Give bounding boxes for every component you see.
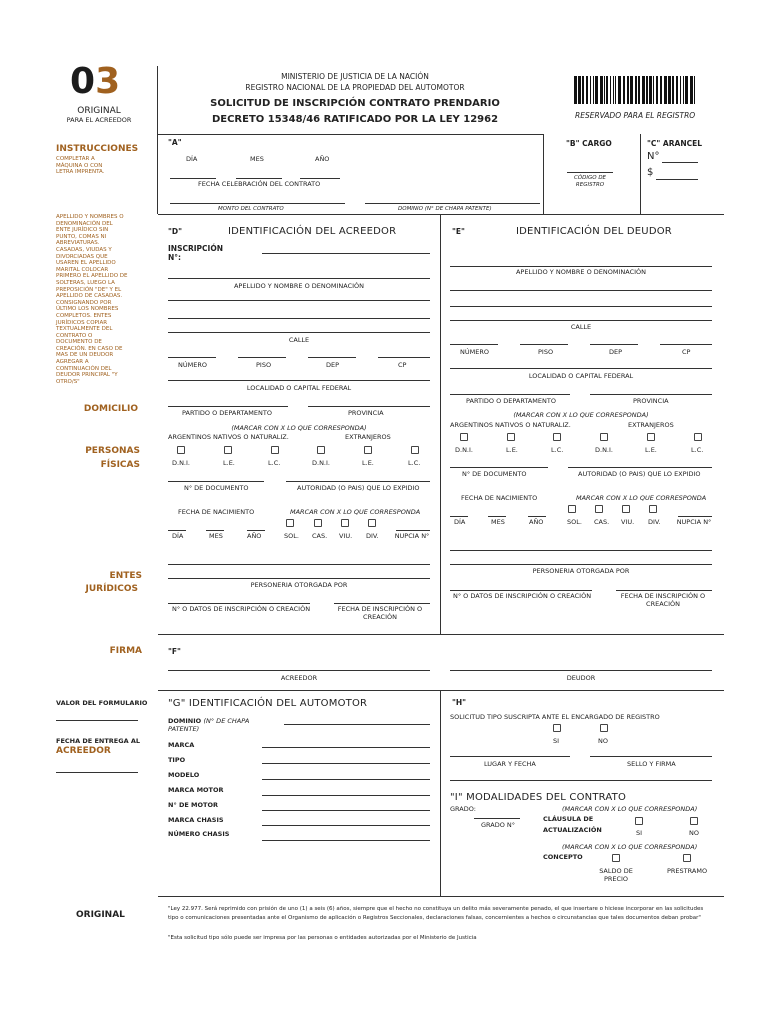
e-personeria-line2[interactable] xyxy=(450,564,712,565)
fecha-anio-label: AÑO xyxy=(315,155,330,163)
barcode-bar xyxy=(653,76,654,104)
e-estado-sol: SOL. xyxy=(567,518,582,526)
d-nac-anio-line[interactable] xyxy=(247,530,265,531)
original-label: ORIGINAL xyxy=(76,910,125,920)
d-fecha-nac-label: FECHA DE NACIMIENTO xyxy=(178,508,255,516)
barcode-bar xyxy=(642,76,645,104)
firma-deudor-label: DEUDOR xyxy=(566,674,596,682)
barcode-bar xyxy=(623,76,625,104)
codigo-registro-label: CÓDIGO DE REGISTRO xyxy=(573,175,607,188)
d-ndoc-line[interactable] xyxy=(168,481,264,482)
barcode-bar xyxy=(690,76,693,104)
e-doc-dni-ext: D.N.I. xyxy=(595,446,613,454)
barcode-bar xyxy=(627,76,629,104)
d-numero-label: NÚMERO xyxy=(178,361,207,369)
e-nac-mes-line[interactable] xyxy=(488,516,506,517)
d-estado-sol: SOL. xyxy=(284,532,299,540)
d-ndatos-label: N° O DATOS DE INSCRIPCIÓN O CREACIÓN xyxy=(172,605,311,613)
g-modelo-line[interactable] xyxy=(262,779,430,780)
section-f-label: "F" xyxy=(168,647,181,656)
form-number xyxy=(70,62,120,102)
d-argentinos-label: ARGENTINOS NATIVOS O NATURALIZ. xyxy=(168,433,289,441)
d-estado-viu: VIU. xyxy=(339,532,353,540)
g-marca-line[interactable] xyxy=(262,747,430,748)
section-i-title: "I" MODALIDADES DEL CONTRATO xyxy=(450,792,627,803)
e-localidad-label: LOCALIDAD O CAPITAL FEDERAL xyxy=(528,372,634,380)
e-dep-label: DEP xyxy=(609,348,623,356)
form-title-line2: DECRETO 15348/46 RATIFICADO POR LA LEY 12962 xyxy=(211,114,499,125)
e-apellido-label: APELLIDO Y NOMBRE O DENOMINACIÓN xyxy=(515,268,647,276)
i-clausula-label: CLÁUSULA DE ACTUALIZACIÓN xyxy=(543,815,602,834)
barcode-bar xyxy=(582,76,584,104)
e-doc-dni: D.N.I. xyxy=(455,446,473,454)
barcode-bar xyxy=(593,76,594,104)
barcode-bar xyxy=(694,76,695,104)
h-si-label: SI xyxy=(553,737,560,745)
g-field-numero-chasis: NÚMERO CHASIS xyxy=(168,830,230,838)
d-localidad-line[interactable] xyxy=(168,380,430,381)
e-doc-checkbox[interactable] xyxy=(647,433,655,441)
d-doc-le: L.E. xyxy=(223,459,235,467)
e-doc-le-ext: L.E. xyxy=(645,446,657,454)
fecha-anio-line[interactable] xyxy=(300,178,340,179)
e-apellido-line3[interactable] xyxy=(450,306,712,307)
d-personeria-line1[interactable] xyxy=(168,564,430,565)
i-clausula-si: SI xyxy=(636,829,643,837)
fecha-entrega-acreedor: ACREEDOR xyxy=(56,746,111,756)
inscripcion-label: INSCRIPCIÓN N°: xyxy=(168,244,223,262)
e-estado-checkbox[interactable] xyxy=(568,505,576,513)
barcode-bar xyxy=(590,76,591,104)
e-calle-line[interactable] xyxy=(450,320,712,321)
g-dominio-label xyxy=(168,717,258,733)
i-marcar2-label: (MARCAR CON X LO QUE CORRESPONDA) xyxy=(562,843,698,851)
arancel-n-label: N° xyxy=(647,151,660,162)
d-estado-checkbox[interactable] xyxy=(368,519,376,527)
barcode-bar xyxy=(683,76,684,104)
d-cp-label: CP xyxy=(398,361,407,369)
header-divider xyxy=(157,66,158,214)
g-dominio-note: (N° DE CHAPA PATENTE) xyxy=(168,717,250,733)
e-piso-label: PISO xyxy=(538,348,554,356)
barcode-bar xyxy=(574,76,577,104)
d-apellido-line3[interactable] xyxy=(168,318,430,319)
d-nac-mes: MES xyxy=(209,532,223,540)
section-g-title: "G" IDENTIFICACIÓN DEL AUTOMOTOR xyxy=(168,698,368,709)
arancel-peso-line[interactable] xyxy=(656,179,698,180)
section-e-label: "E" xyxy=(452,227,465,236)
e-doc-checkbox[interactable] xyxy=(553,433,561,441)
h-lugar-line[interactable] xyxy=(450,756,570,757)
e-nac-anio-line[interactable] xyxy=(528,516,546,517)
barcode-bar xyxy=(578,76,581,104)
section-d-title: IDENTIFICACIÓN DEL ACREEDOR xyxy=(228,226,397,237)
e-doc-checkbox[interactable] xyxy=(507,433,515,441)
g-n-motor-line[interactable] xyxy=(262,810,430,811)
section-e-title: IDENTIFICACIÓN DEL DEUDOR xyxy=(516,226,672,237)
copy-sub: PARA EL ACREEDOR xyxy=(66,116,132,124)
i-clausula-no-checkbox[interactable] xyxy=(690,817,698,825)
barcode-bar xyxy=(613,76,614,104)
valor-formulario-label: VALOR DEL FORMULARIO xyxy=(56,699,148,707)
d-apellido-line[interactable] xyxy=(168,278,430,279)
d-provincia-label: PROVINCIA xyxy=(348,409,384,417)
d-apellido-line2[interactable] xyxy=(168,300,430,301)
d-estado-checkbox[interactable] xyxy=(286,519,294,527)
e-estado-div: DIV. xyxy=(648,518,661,526)
i-marcar-label: (MARCAR CON X LO QUE CORRESPONDA) xyxy=(562,805,698,813)
d-dep-line[interactable] xyxy=(308,357,356,358)
e-apellido-line2[interactable] xyxy=(450,290,712,291)
arancel-n-line[interactable] xyxy=(662,162,698,163)
d-dep-label: DEP xyxy=(326,361,340,369)
names-note: APELLIDO Y NOMBRES O DENOMINACIÓN DEL ENTE JURÍDICO SIN PUNTO, COMAS NI ABREVIATURAS. CASADAS, VIUDAS Y DIVORCIADAS QUE USAREN EL APELLIDO MARITAL COLOCAR PRIMERO EL APELLIDO DE SOLTERAS, LUEGO LA PREPOSICIÓN "DE" Y EL APELLIDO DE CASADAS. CONSIGNANDO POR ÚLTIMO LOS NOMBRES COMPLETOS. ENTES JURÍDICOS COPIAR TEXTUALMENTE DEL CONTRATO O DOCUMENTO DE CREACIÓN. EN CASO DE MAS DE UN DEUDOR AGREGAR A CONTINUACIÓN DEL DEUDOR PRINCIPAL "Y OTRO/S" xyxy=(56,214,128,385)
barcode-bar xyxy=(672,76,674,104)
d-doc-lc: L.C. xyxy=(268,459,281,467)
d-extranjeros-label: EXTRANJEROS xyxy=(345,433,391,441)
d-autoridad-label: AUTORIDAD (O PAIS) QUE LO EXPIDIO xyxy=(297,484,420,492)
e-nupcia-line[interactable] xyxy=(678,516,712,517)
barcode-bar xyxy=(638,76,640,104)
e-extranjeros-label: EXTRANJEROS xyxy=(628,421,674,429)
e-calle-label: CALLE xyxy=(570,323,592,331)
d-doc-le-ext: L.E. xyxy=(362,459,374,467)
h-no-label: NO xyxy=(598,737,608,745)
g-numero-chasis-line[interactable] xyxy=(262,840,430,841)
e-provincia-line[interactable] xyxy=(590,394,712,395)
d-ndoc-label: N° DE DOCUMENTO xyxy=(184,484,249,492)
g-field-marca-motor: MARCA MOTOR xyxy=(168,786,224,794)
fecha-entrega-label: FECHA DE ENTREGA AL xyxy=(56,737,141,745)
d-doc-checkbox[interactable] xyxy=(177,446,185,454)
barcode-bar xyxy=(649,76,652,104)
e-doc-checkbox[interactable] xyxy=(460,433,468,441)
i-clausula-si-checkbox[interactable] xyxy=(635,817,643,825)
firma-acreedor-label: ACREEDOR xyxy=(280,674,318,682)
d-doc-checkbox[interactable] xyxy=(364,446,372,454)
d-doc-checkbox[interactable] xyxy=(411,446,419,454)
i-saldo-checkbox[interactable] xyxy=(612,854,620,862)
d-doc-dni-ext: D.N.I. xyxy=(312,459,330,467)
e-personeria-line1[interactable] xyxy=(450,550,712,551)
d-nupcia-line[interactable] xyxy=(396,530,430,531)
h-no-checkbox[interactable] xyxy=(600,724,608,732)
d-apellido-label: APELLIDO Y NOMBRE O DENOMINACIÓN xyxy=(233,282,365,290)
d-nac-dia: DÍA xyxy=(172,532,184,540)
inscripcion-line[interactable] xyxy=(262,253,430,254)
section-f-bottom-line xyxy=(158,690,724,691)
g-field-modelo: MODELO xyxy=(168,771,200,779)
fecha-dia-label: DÍA xyxy=(186,155,198,163)
e-nupcia-label: NUPCIA N° xyxy=(676,518,712,526)
d-estado-div: DIV. xyxy=(366,532,379,540)
d-provincia-line[interactable] xyxy=(308,406,430,407)
barcode-bar xyxy=(595,76,598,104)
h-si-checkbox[interactable] xyxy=(553,724,561,732)
h-lugar-label: LUGAR Y FECHA xyxy=(484,760,536,768)
d-doc-checkbox[interactable] xyxy=(271,446,279,454)
fecha-celebracion-label: FECHA CELEBRACIÓN DEL CONTRATO xyxy=(198,180,321,188)
g-marca-chasis-line[interactable] xyxy=(262,825,430,826)
barcode-bar xyxy=(685,76,688,104)
barcode-bar xyxy=(680,76,681,104)
d-fecha-insc-label: FECHA DE INSCRIPCIÓN O CREACIÓN xyxy=(337,605,423,621)
g-h-divider xyxy=(440,690,441,896)
e-estado-checkbox[interactable] xyxy=(622,505,630,513)
d-doc-lc-ext: L.C. xyxy=(408,459,421,467)
firma-deudor-line[interactable] xyxy=(450,670,712,671)
registry-name: REGISTRO NACIONAL DE LA PROPIEDAD DEL AUTOMOTOR xyxy=(245,83,465,92)
i-grado-n-label: GRADO N° xyxy=(481,821,516,829)
e-nac-mes: MES xyxy=(491,518,505,526)
e-numero-label: NÚMERO xyxy=(460,348,489,356)
instructions-text: COMPLETAR A MÁQUINA O CON LETRA IMPRENTA. xyxy=(56,156,105,176)
d-marcar2-label: MARCAR CON X LO QUE CORRESPONDA xyxy=(290,508,421,516)
d-estado-checkbox[interactable] xyxy=(314,519,322,527)
g-field-tipo: TIPO xyxy=(168,756,186,764)
e-nac-dia: DÍA xyxy=(454,518,466,526)
form-number-digit2: 3 xyxy=(95,61,121,102)
codigo-registro-line[interactable] xyxy=(567,172,613,173)
barcode-bar xyxy=(618,76,621,104)
e-cp-label: CP xyxy=(682,348,691,356)
e-partido-line[interactable] xyxy=(450,394,570,395)
personas-label-2: FÍSICAS xyxy=(100,460,140,470)
d-nac-mes-line[interactable] xyxy=(206,530,224,531)
e-nac-dia-line[interactable] xyxy=(450,516,468,517)
d-piso-label: PISO xyxy=(256,361,272,369)
e-partido-label: PARTIDO O DEPARTAMENTO xyxy=(466,397,556,405)
e-ndatos-label: N° O DATOS DE INSCRIPCIÓN O CREACIÓN xyxy=(453,592,592,600)
section-a-label: "A" xyxy=(168,138,182,147)
barcode-bar xyxy=(615,76,616,104)
d-fecha-insc-line[interactable] xyxy=(334,603,430,604)
i-clausula-no: NO xyxy=(689,829,699,837)
d-doc-checkbox[interactable] xyxy=(224,446,232,454)
i-saldo-label: SALDO DE PRECIO xyxy=(599,867,633,883)
i-prestamo-label: PRESTRAMO xyxy=(667,867,708,875)
footer-law: "Ley 22.977. Será reprimido con prisión de uno (1) a seis (6) años, siempre que el hecho no constituya un delito más severamente penado, el que insertare o hiciese incorporar en las solicitudes tipo o comunicaciones presentadas ante el Organismo de aplicación o Registros Seccionales, declaraciones falsas, concernientes a hechos o circunstancias que tales documentos deban probar" xyxy=(168,906,704,921)
d-partido-line[interactable] xyxy=(168,406,288,407)
d-doc-dni: D.N.I. xyxy=(172,459,190,467)
e-ndatos-line[interactable] xyxy=(450,590,592,591)
e-estado-checkbox[interactable] xyxy=(595,505,603,513)
h-text: SOLICITUD TIPO SUSCRIPTA ANTE EL ENCARGADO DE REGISTRO xyxy=(450,713,660,721)
e-doc-checkbox[interactable] xyxy=(694,433,702,441)
d-personeria-label: PERSONERIA OTORGADA POR xyxy=(250,581,348,589)
barcode-bar xyxy=(630,76,633,104)
e-estado-cas: CAS. xyxy=(594,518,610,526)
d-marcar-label: (MARCAR CON X LO QUE CORRESPONDA) xyxy=(231,424,367,432)
e-doc-le: L.E. xyxy=(506,446,518,454)
fecha-entrega-line[interactable] xyxy=(56,772,138,773)
barcode-bar xyxy=(610,76,611,104)
g-field-n-motor: N° DE MOTOR xyxy=(168,801,219,809)
e-localidad-line[interactable] xyxy=(450,368,712,369)
e-doc-lc-ext: L.C. xyxy=(691,446,704,454)
footer-note: "Esta solicitud tipo sólo puede ser impresa por las personas o entidades autorizadas por el Ministerio de Justicia xyxy=(168,935,477,941)
e-doc-checkbox[interactable] xyxy=(600,433,608,441)
copy-label: ORIGINAL xyxy=(77,106,121,116)
e-autoridad-label: AUTORIDAD (O PAIS) QUE LO EXPIDIO xyxy=(578,470,701,478)
domicilio-label: DOMICILIO xyxy=(83,404,138,414)
i-prestamo-checkbox[interactable] xyxy=(683,854,691,862)
entes-label-2: JURÍDICOS xyxy=(85,584,138,594)
dominio-label: DOMINIO (N° DE CHAPA PATENTE) xyxy=(398,206,492,212)
barcode-bar xyxy=(606,76,608,104)
e-fecha-insc-line[interactable] xyxy=(616,590,712,591)
barcode xyxy=(572,76,700,106)
d-estado-checkbox[interactable] xyxy=(341,519,349,527)
monto-label: MONTO DEL CONTRATO xyxy=(218,206,284,212)
section-a-bottom-line xyxy=(158,214,724,215)
e-apellido-line[interactable] xyxy=(450,266,712,267)
i-grado-label: GRADO: xyxy=(450,805,476,813)
d-nac-anio: AÑO xyxy=(247,532,262,540)
barcode-bar xyxy=(600,76,603,104)
fecha-dia-line[interactable] xyxy=(170,178,216,179)
valor-formulario-line[interactable] xyxy=(56,720,138,721)
section-c-divider xyxy=(640,134,641,214)
instructions-title: INSTRUCCIONES xyxy=(56,144,139,154)
section-a-right-line xyxy=(543,134,544,214)
barcode-bar xyxy=(586,76,588,104)
e-fecha-insc-label: FECHA DE INSCRIPCIÓN O CREACIÓN xyxy=(620,592,706,608)
d-ndatos-line[interactable] xyxy=(168,603,310,604)
monto-line[interactable] xyxy=(170,203,345,204)
barcode-bar xyxy=(676,76,678,104)
d-calle-label: CALLE xyxy=(288,336,310,344)
fecha-mes-label: MES xyxy=(250,155,264,163)
personas-label-1: PERSONAS xyxy=(85,446,140,456)
g-field-marca-chasis: MARCA CHASIS xyxy=(168,816,224,824)
i-concepto-label: CONCEPTO xyxy=(543,853,583,861)
e-ndoc-line[interactable] xyxy=(450,467,548,468)
e-dep-line[interactable] xyxy=(590,344,638,345)
section-a-top-line xyxy=(158,134,543,135)
g-dominio-line[interactable] xyxy=(284,724,430,725)
section-i-top-line xyxy=(450,780,712,781)
e-provincia-label: PROVINCIA xyxy=(633,397,669,405)
d-autoridad-line[interactable] xyxy=(286,481,430,482)
e-numero-line[interactable] xyxy=(450,344,498,345)
e-personeria-label: PERSONERIA OTORGADA POR xyxy=(532,567,630,575)
barcode-bar xyxy=(646,76,648,104)
e-argentinos-label: ARGENTINOS NATIVOS O NATURALIZ. xyxy=(450,421,571,429)
d-cp-line[interactable] xyxy=(378,357,430,358)
form-title-line1: SOLICITUD DE INSCRIPCIÓN CONTRATO PRENDARIO xyxy=(210,98,500,109)
barcode-bar xyxy=(668,76,671,104)
d-localidad-label: LOCALIDAD O CAPITAL FEDERAL xyxy=(246,384,352,392)
d-calle-line[interactable] xyxy=(168,332,430,333)
e-estado-checkbox[interactable] xyxy=(649,505,657,513)
section-b-label: "B" CARGO xyxy=(566,139,612,148)
fecha-mes-line[interactable] xyxy=(236,178,282,179)
d-e-divider xyxy=(440,214,441,634)
e-marcar-label: (MARCAR CON X LO QUE CORRESPONDA) xyxy=(513,411,649,419)
section-f-top-line xyxy=(158,634,724,635)
section-h-label: "H" xyxy=(452,698,467,707)
barcode-bar xyxy=(604,76,605,104)
i-grado-line[interactable] xyxy=(474,818,520,819)
d-estado-cas: CAS. xyxy=(312,532,328,540)
firma-label: FIRMA xyxy=(109,646,142,656)
e-marcar2-label: MARCAR CON X LO QUE CORRESPONDA xyxy=(576,494,707,502)
d-piso-line[interactable] xyxy=(238,357,286,358)
d-personeria-line2[interactable] xyxy=(168,578,430,579)
e-nac-anio: AÑO xyxy=(529,518,544,526)
section-d-label: "D" xyxy=(168,227,183,236)
e-cp-line[interactable] xyxy=(660,344,712,345)
barcode-bar xyxy=(656,76,658,104)
form-number-digit1: 0 xyxy=(70,61,96,102)
d-nupcia-label: NUPCIA N° xyxy=(394,532,430,540)
d-nac-dia-line[interactable] xyxy=(168,530,186,531)
arancel-peso-label: $ xyxy=(647,167,654,178)
h-sello-label: SELLO Y FIRMA xyxy=(627,760,676,768)
h-sello-line[interactable] xyxy=(590,756,712,757)
e-doc-lc: L.C. xyxy=(551,446,564,454)
d-partido-label: PARTIDO O DEPARTAMENTO xyxy=(182,409,272,417)
dominio-line[interactable] xyxy=(365,203,540,204)
firma-acreedor-line[interactable] xyxy=(168,670,430,671)
barcode-bar xyxy=(664,76,667,104)
e-autoridad-line[interactable] xyxy=(568,467,712,468)
footer-top-line xyxy=(158,896,724,897)
barcode-bar xyxy=(635,76,637,104)
e-piso-line[interactable] xyxy=(520,344,568,345)
ministry-name: MINISTERIO DE JUSTICIA DE LA NACIÓN xyxy=(281,72,429,81)
e-estado-viu: VIU. xyxy=(621,518,635,526)
g-field-marca: MARCA xyxy=(168,741,195,749)
g-tipo-line[interactable] xyxy=(262,763,430,764)
g-marca-motor-line[interactable] xyxy=(262,795,430,796)
entes-label-1: ENTES xyxy=(109,571,142,581)
e-ndoc-label: N° DE DOCUMENTO xyxy=(462,470,527,478)
section-c-label: "C" ARANCEL xyxy=(647,139,702,148)
g-dominio-text: DOMINIO xyxy=(168,717,202,725)
e-fecha-nac-label: FECHA DE NACIMIENTO xyxy=(461,494,538,502)
reserved-label: RESERVADO PARA EL REGISTRO xyxy=(575,111,696,120)
barcode-bar xyxy=(660,76,662,104)
d-numero-line[interactable] xyxy=(168,357,216,358)
d-doc-checkbox[interactable] xyxy=(317,446,325,454)
